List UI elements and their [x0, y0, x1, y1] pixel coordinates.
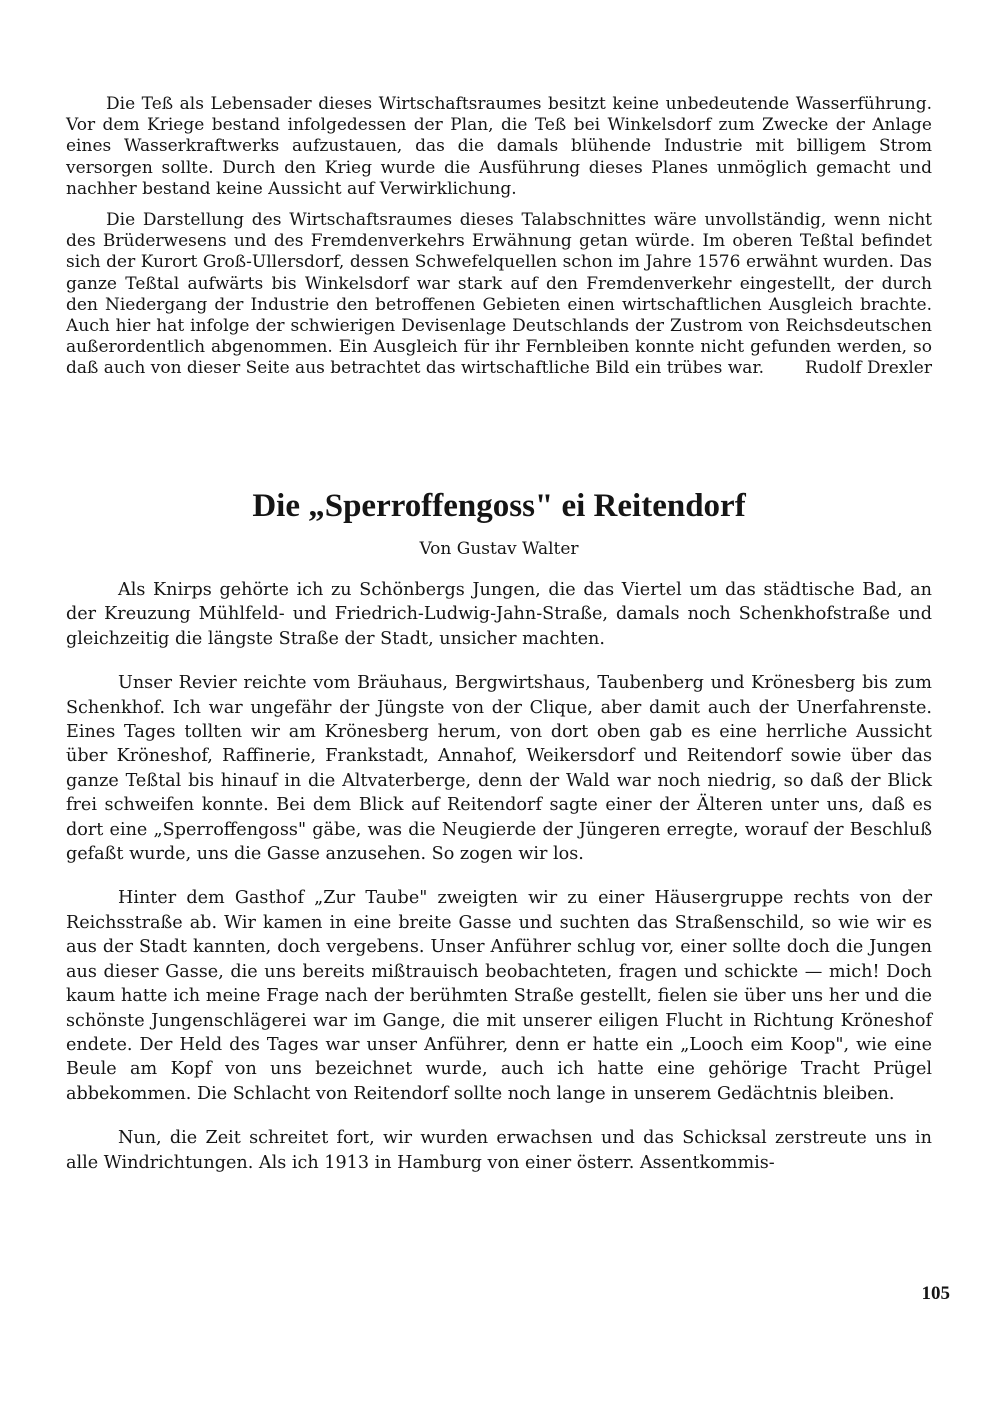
paragraph: Die Teß als Lebensader dieses Wirtschaftsraumes besitzt keine unbedeutende Wasserführung. Vor dem Kriege bestand infolgedessen der Plan, die Teß bei Winkelsdorf zum Zwecke der Anlage eines Wasserkraftwerks aufzustauen, das die damals blühende Industrie mit billigem Strom versorgen sollte. Durch den Krieg wurde die Ausführung dieses Planes unmöglich gemacht und nachher bestand keine Aussicht auf Verwirklichung.: [66, 94, 932, 199]
article-body: [66, 578, 932, 1175]
paragraph: Unser Revier reichte vom Bräuhaus, Bergwirtshaus, Taubenberg und Krönesberg bis zum Schenkhof. Ich war ungefähr der Jüngste von der Clique, aber damit auch der Unerfahrenste. Eines Tages tollten wir am Krönesberg herum, von dort oben gab es eine herrliche Aussicht über Kröneshof, Raffinerie, Frankstadt, Annahof, Weikersdorf und Reitendorf sowie über das ganze Teßtal bis hinauf in die Altvaterberge, denn der Wald war noch niedrig, so daß der Blick frei schweifen konnte. Bei dem Blick auf Reitendorf sagte einer der Älteren unter uns, daß es dort eine „Sperroffengoss" gäbe, was die Neugierde der Jüngeren erregte, worauf der Beschluß gefaßt wurde, uns die Gasse anzusehen. So zogen wir los.: [66, 673, 932, 865]
author-signature: Rudolf Drexler: [804, 358, 932, 379]
paragraph: Nun, die Zeit schreitet fort, wir wurden erwachsen und das Schicksal zerstreute uns in alle Windrichtungen. Als ich 1913 in Hamburg von einer österr. Assentkommis-: [66, 1128, 932, 1173]
article-title: Die „Sperroffengoss" ei Reitendorf: [252, 488, 746, 524]
paragraph: Hinter dem Gasthof „Zur Taube" zweigten wir zu einer Häusergruppe rechts von der Reichsstraße ab. Wir kamen in eine breite Gasse und suchten das Straßenschild, so wie wir es aus der Stadt kannten, doch vergebens. Unser Anführer schlug vor, einer sollte doch die Jungen aus dieser Gasse, die uns bereits mißtrauisch beobachteten, fragen und schickte — mich! Doch kaum hatte ich meine Frage nach der berühmten Straße gestellt, fielen sie über uns her und die schönste Jungenschlägerei war im Gange, die mit unserer eiligen Flucht in Richtung Kröneshof endete. Der Held des Tages war unser Anführer, denn er hatte ein „Looch eim Koop", wie eine Beule am Kopf von uns bezeichnet wurde, auch ich hatte eine gehörige Tracht Prügel abbekommen. Die Schlacht von Reitendorf sollte noch lange in unserem Gedächtnis bleiben.: [66, 888, 932, 1104]
article-byline: Von Gustav Walter: [419, 539, 579, 559]
paragraph: Als Knirps gehörte ich zu Schönbergs Jungen, die das Viertel um das städtische Bad, an der Kreuzung Mühlfeld- und Friedrich-Ludwig-Jahn-Straße, damals noch Schenkhofstraße und gleichzeitig die längste Straße der Stadt, unsicher machten.: [66, 580, 932, 649]
paragraph-text: Die Darstellung des Wirtschaftsraumes dieses Talabschnittes wäre unvollständig, wenn nicht des Brüderwesens und des Fremdenverkehrs Erwähnung getan würde. Im oberen Teßtal befindet sich der Kurort Groß-Ullersdorf, dessen Schwefelquellen schon im Jahre 1576 erwähnt wurden. Das ganze Teßtal aufwärts bis Winkelsdorf war stark auf den Fremdenverkehr eingestellt, der durch den Niedergang der Industrie den betroffenen Gebieten einen wirtschaftlichen Ausgleich brachte. Auch hier hat infolge der schwierigen Devisenlage Deutschlands der Zustrom von Reichsdeutschen außerordentlich abgenommen. Ein Ausgleich für ihr Fernbleiben konnte nicht gefunden werden, so daß auch von dieser Seite aus betrachtet das wirtschaftliche Bild ein trübes war.: [66, 210, 932, 379]
paragraph: [66, 210, 932, 380]
previous-article-ending: [66, 94, 932, 380]
page-number: 105: [921, 1283, 950, 1304]
